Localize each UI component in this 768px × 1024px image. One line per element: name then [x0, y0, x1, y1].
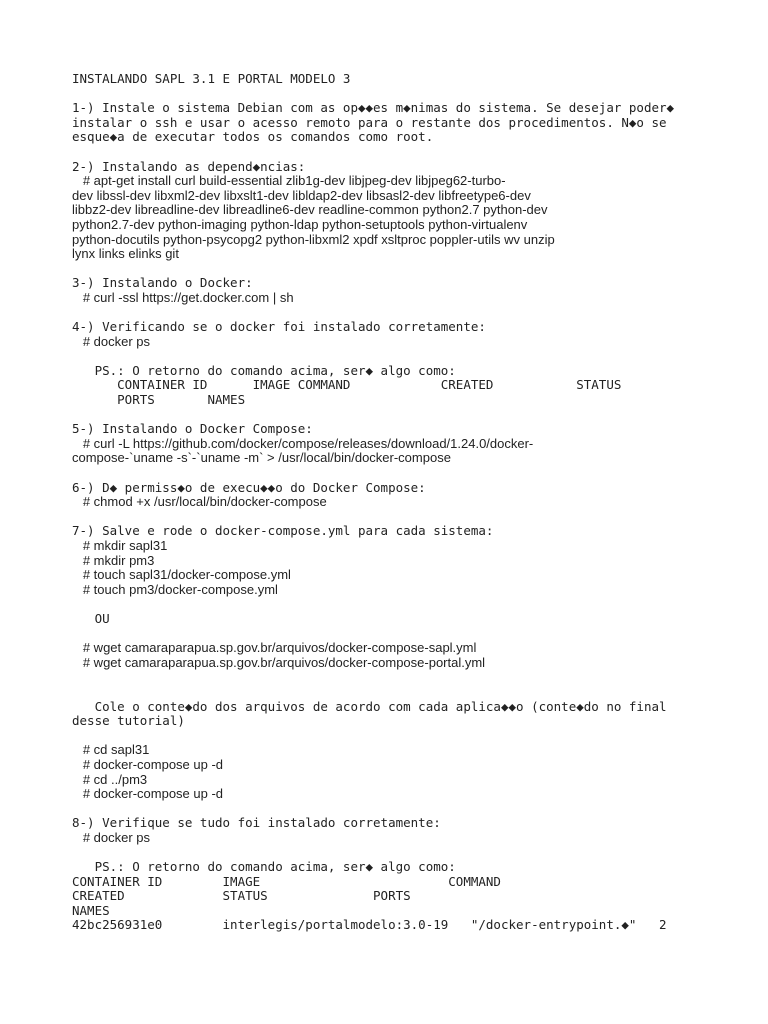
text-line: 2-) Instalando as depend◆ncias:	[72, 158, 306, 174]
text-line: # apt-get install curl build-essential zlib1g-dev libjpeg-dev libjpeg62-turbo-	[72, 173, 506, 189]
blank-line	[72, 627, 692, 642]
text-line: PS.: O retorno do comando acima, ser◆ algo como:	[72, 859, 456, 875]
text-line: INSTALANDO SAPL 3.1 E PORTAL MODELO 3	[72, 71, 351, 86]
text-line: 8-) Verifique se tudo foi instalado corretamente:	[72, 815, 441, 831]
text-line: desse tutorial)	[72, 713, 185, 729]
text-line: # touch sapl31/docker-compose.yml	[72, 567, 291, 583]
text-line: python2.7-dev python-imaging python-ldap python-setuptools python-virtualenv	[72, 216, 528, 232]
text-line: instalar o ssh e usar o acesso remoto para o restante dos procedimentos. N◆o se	[72, 114, 667, 130]
text-line: CONTAINER ID IMAGE COMMAND CREATED STATUS	[72, 377, 622, 393]
blank-line	[72, 729, 692, 744]
text-line: 42bc256931e0 interlegis/portalmodelo:3.0-19 "/docker-entrypoint.◆" 2	[72, 917, 667, 933]
text-line: NAMES	[72, 902, 110, 918]
document-page	[72, 72, 692, 933]
text-line: # wget camaraparapua.sp.gov.br/arquivos/docker-compose-portal.yml	[72, 654, 486, 670]
text-line: CREATED STATUS PORTS	[72, 888, 411, 904]
blank-line	[72, 670, 692, 685]
blank-line	[72, 349, 692, 364]
text-line: # docker-compose up -d	[72, 786, 224, 802]
blank-line	[72, 262, 692, 277]
text-line: PS.: O retorno do comando acima, ser◆ algo como:	[72, 362, 456, 378]
text-line: # mkdir pm3	[72, 552, 155, 568]
blank-line	[72, 802, 692, 817]
text-line: # docker ps	[72, 333, 151, 349]
blank-line	[72, 306, 692, 321]
blank-line	[72, 87, 692, 102]
text-line: esque◆a de executar todos os comandos como root.	[72, 129, 434, 145]
blank-line	[72, 408, 692, 423]
text-line: # curl -L https://github.com/docker/compose/releases/download/1.24.0/docker-	[72, 435, 534, 451]
text-line: # curl -ssl https://get.docker.com | sh	[72, 289, 294, 305]
blank-line	[72, 145, 692, 160]
text-line: # cd sapl31	[72, 742, 150, 758]
text-line: 3-) Instalando o Docker:	[72, 275, 253, 291]
text-line: python-docutils python-psycopg2 python-libxml2 xpdf xsltproc poppler-utils wv unzip	[72, 231, 555, 247]
blank-line	[72, 597, 692, 612]
blank-line	[72, 466, 692, 481]
text-line: # docker ps	[72, 829, 151, 845]
text-line: 4-) Verificando se o docker foi instalado corretamente:	[72, 319, 486, 335]
text-line: Cole o conte◆do dos arquivos de acordo com cada aplica◆◆o (conte◆do no final	[72, 698, 667, 714]
text-line: OU	[72, 610, 110, 626]
text-line: libbz2-dev libreadline-dev libreadline6-dev readline-common python2.7 python-dev	[72, 202, 548, 218]
text-line: compose-`uname -s`-`uname -m` > /usr/local/bin/docker-compose	[72, 450, 451, 466]
text-line: 7-) Salve e rode o docker-compose.yml para cada sistema:	[72, 523, 494, 539]
text-line: dev libssl-dev libxml2-dev libxslt1-dev libldap2-dev libsasl2-dev libfreetype6-dev	[72, 187, 531, 203]
text-line: PORTS NAMES	[72, 392, 246, 408]
text-line: # touch pm3/docker-compose.yml	[72, 581, 278, 597]
blank-line	[72, 510, 692, 525]
text-line: # mkdir sapl31	[72, 538, 168, 553]
text-line: 5-) Instalando o Docker Compose:	[72, 421, 313, 437]
blank-line	[72, 685, 692, 700]
text-line: # docker-compose up -d	[72, 756, 224, 772]
text-line: lynx links elinks git	[72, 246, 179, 262]
text-line: CONTAINER ID IMAGE COMMAND	[72, 873, 501, 889]
text-line: # cd ../pm3	[72, 771, 148, 787]
text-line: # chmod +x /usr/local/bin/docker-compose	[72, 494, 327, 510]
blank-line	[72, 845, 692, 860]
text-line: 6-) D◆ permiss◆o de execu◆◆o do Docker Compose:	[72, 479, 426, 495]
text-line: # wget camaraparapua.sp.gov.br/arquivos/docker-compose-sapl.yml	[72, 640, 477, 656]
text-line: 1-) Instale o sistema Debian com as op◆◆es m◆nimas do sistema. Se desejar poder◆	[72, 100, 675, 116]
